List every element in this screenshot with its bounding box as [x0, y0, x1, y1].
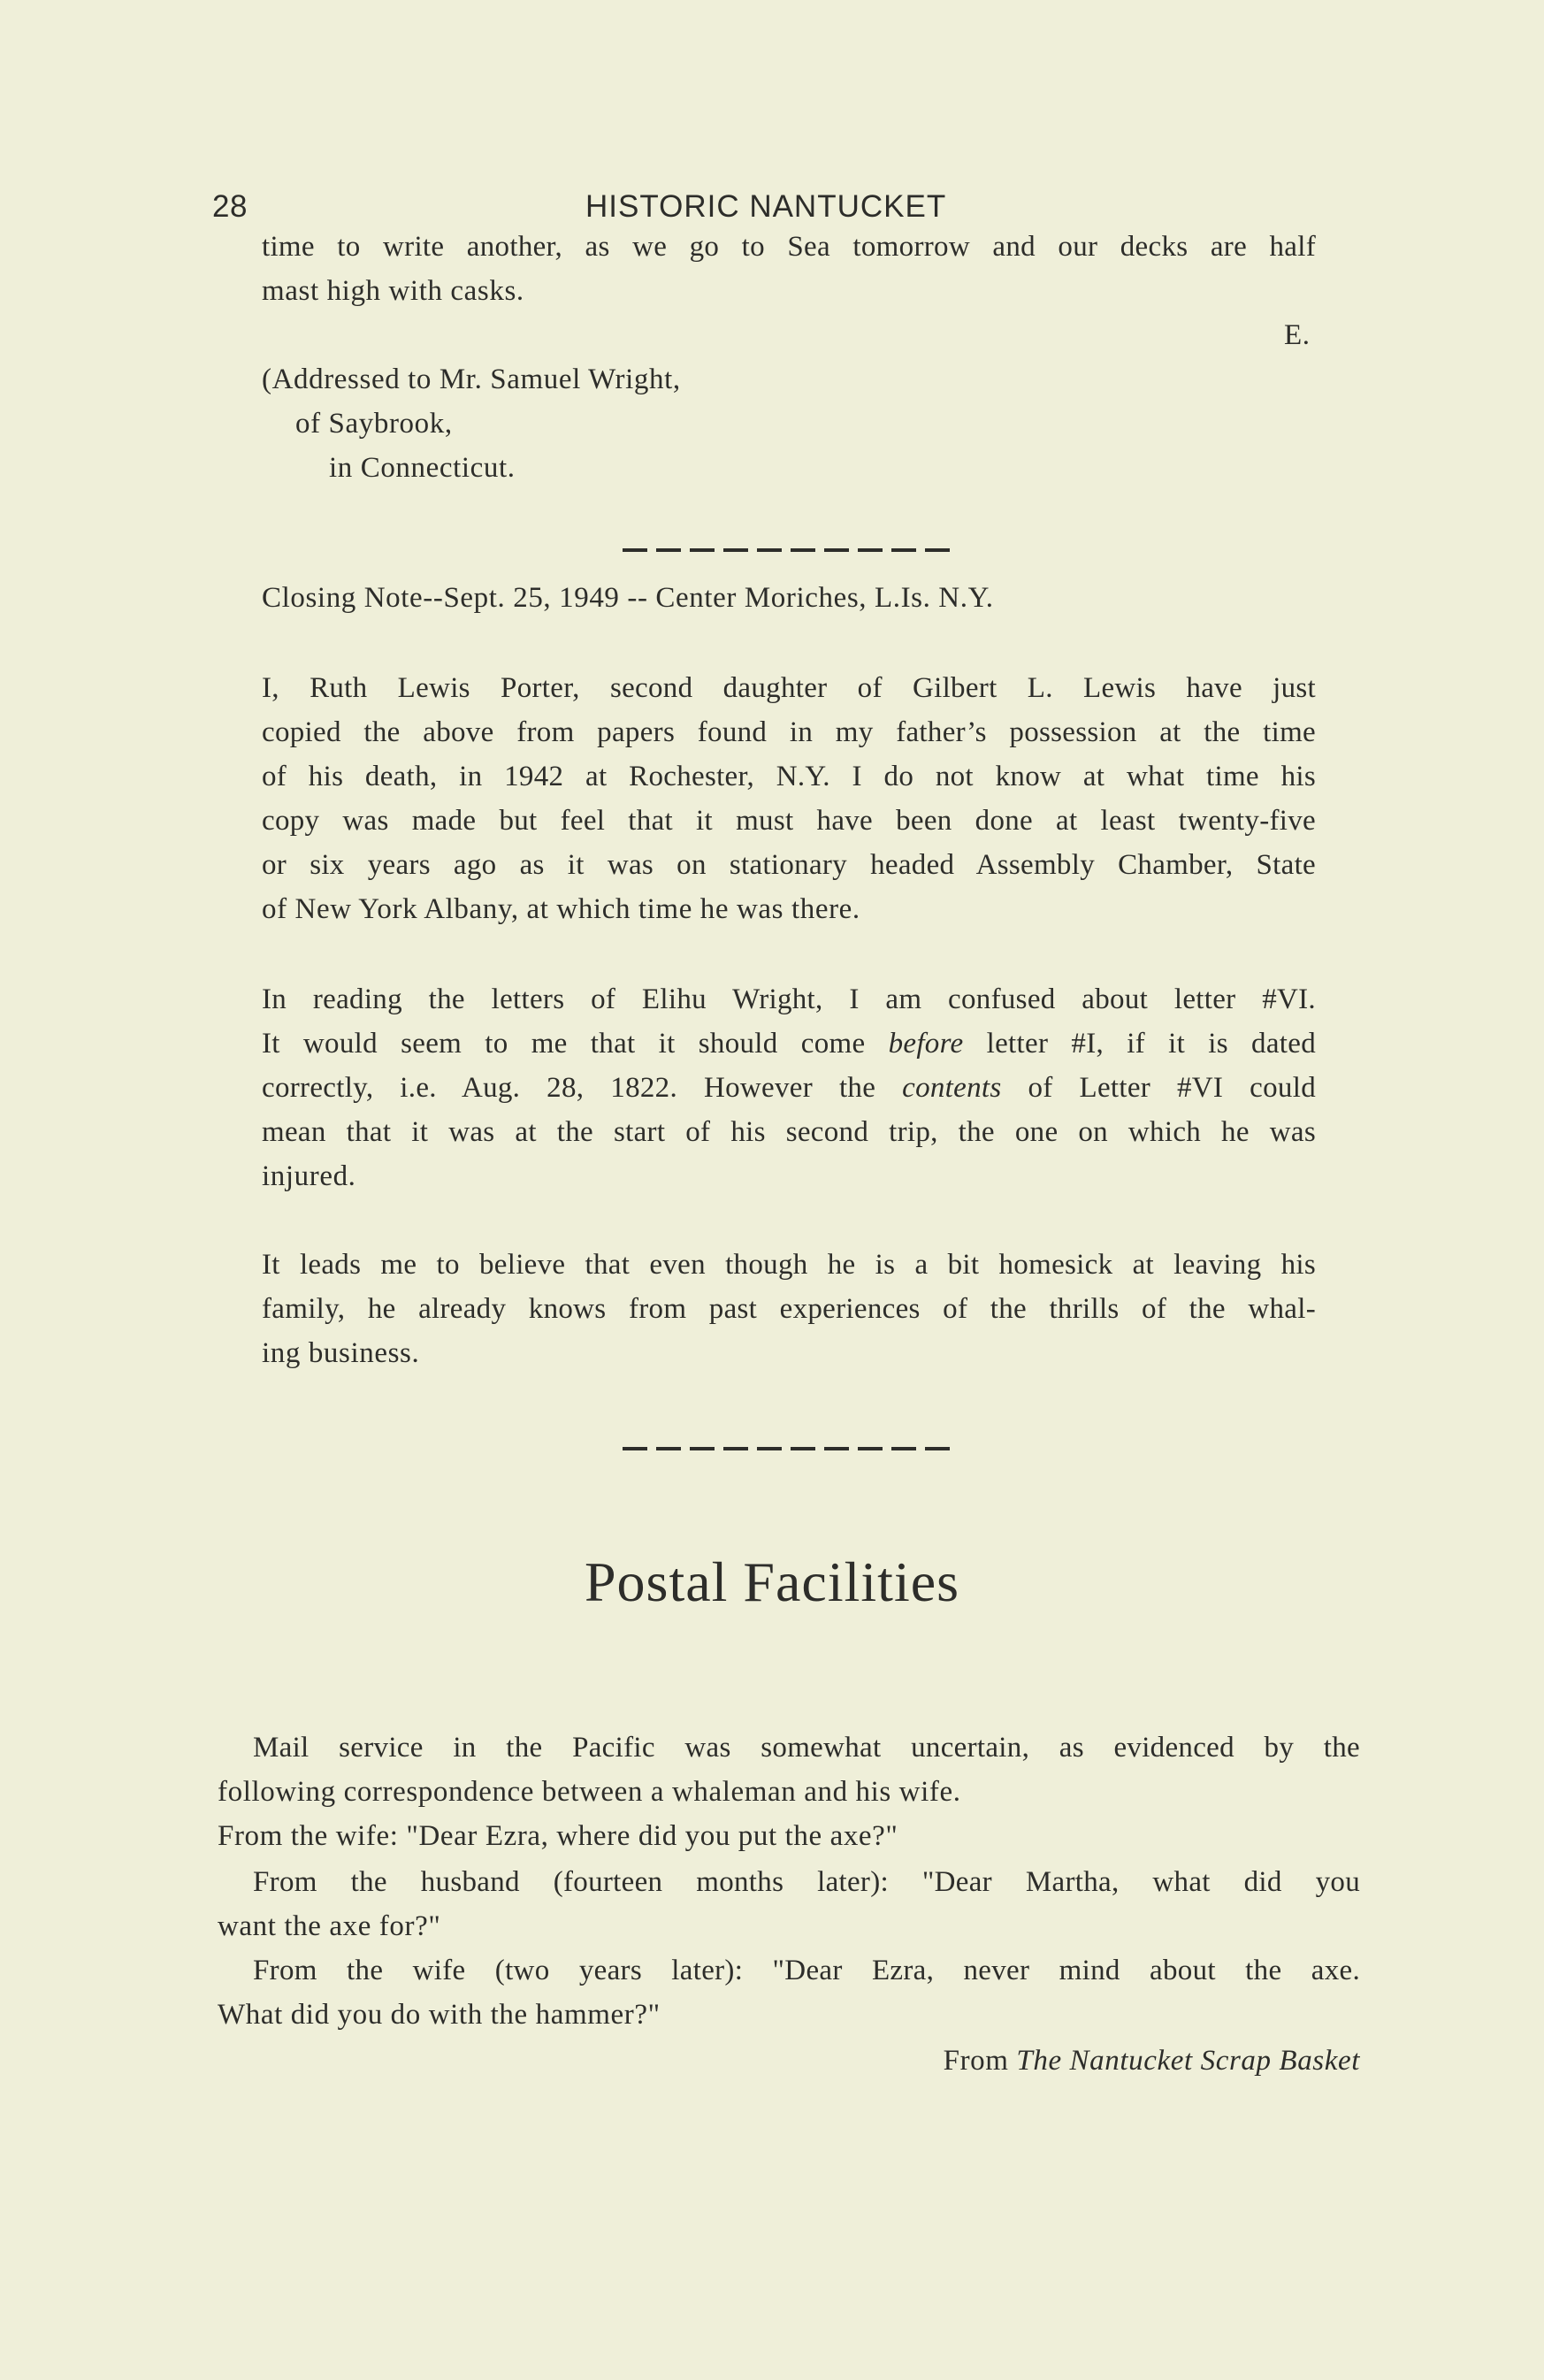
address-line: (Addressed to Mr. Samuel Wright,	[262, 364, 681, 395]
address-line: of Saybrook,	[295, 408, 453, 440]
article-source: From The Nantucket Scrap Basket	[943, 2045, 1360, 2077]
paragraph-line: of New York Albany, at which time he was there.	[262, 893, 860, 925]
letter-signature: E.	[1284, 319, 1311, 351]
paragraph-line: It would seem to me that it should come before letter #I, if it is dated	[262, 1028, 1316, 1060]
closing-note-heading: Closing Note--Sept. 25, 1949 -- Center Moriches, L.Is. N.Y.	[262, 582, 994, 614]
paragraph-line: or six years ago as it was on stationary headed Assembly Chamber, State	[262, 849, 1316, 881]
paragraph-line: copied the above from papers found in my father’s possession at the time	[262, 716, 1316, 748]
article-title: Postal Facilities	[584, 1550, 960, 1613]
paragraph-line: family, he already knows from past experiences of the thrills of the whal-	[262, 1293, 1316, 1325]
article-line: From the husband (fourteen months later): "Dear Martha, what did you	[253, 1866, 1360, 1898]
paragraph-line: copy was made but feel that it must have been done at least twenty-five	[262, 805, 1316, 837]
paragraph-line: ing business.	[262, 1337, 420, 1369]
running-title: HISTORIC NANTUCKET	[585, 189, 947, 224]
paragraph-line: In reading the letters of Elihu Wright, I am confused about letter #VI.	[262, 983, 1316, 1015]
paragraph-line: injured.	[262, 1160, 356, 1192]
page-number: 28	[212, 189, 248, 224]
paragraph-line: correctly, i.e. Aug. 28, 1822. However the contents of Letter #VI could	[262, 1072, 1316, 1104]
paragraph-line: mean that it was at the start of his second trip, the one on which he was	[262, 1116, 1316, 1148]
article-line: From the wife (two years later): "Dear Ezra, never mind about the axe.	[253, 1955, 1360, 1986]
article-line: following correspondence between a whaleman and his wife.	[218, 1776, 961, 1808]
paragraph-line: It leads me to believe that even though he is a bit homesick at leaving his	[262, 1249, 1316, 1281]
article-line: want the axe for?"	[218, 1910, 441, 1942]
article-line: What did you do with the hammer?"	[218, 1999, 661, 2031]
paragraph-line: I, Ruth Lewis Porter, second daughter of Gilbert L. Lewis have just	[262, 672, 1316, 704]
paragraph-line: of his death, in 1942 at Rochester, N.Y. I do not know at what time his	[262, 761, 1316, 792]
letter-line: mast high with casks.	[262, 275, 524, 307]
letter-line: time to write another, as we go to Sea tomorrow and our decks are half	[262, 231, 1316, 263]
address-line: in Connecticut.	[329, 452, 516, 484]
article-line: Mail service in the Pacific was somewhat uncertain, as evidenced by the	[253, 1732, 1360, 1764]
article-line: From the wife: "Dear Ezra, where did you put the axe?"	[218, 1820, 898, 1852]
